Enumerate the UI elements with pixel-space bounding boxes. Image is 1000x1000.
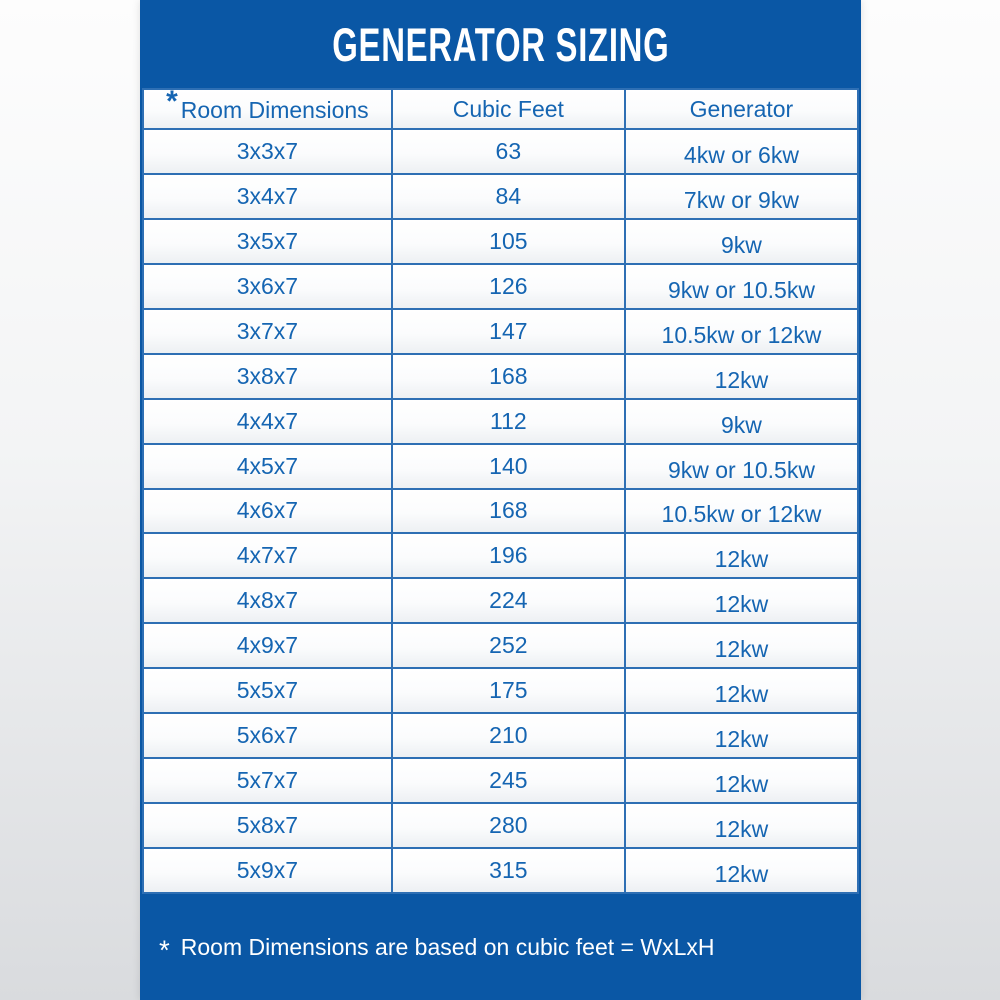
generator-cell: 10.5kw or 12kw [625,489,858,534]
cubic-feet-cell: 245 [392,758,625,803]
table-row [143,444,858,489]
cubic-feet-cell: 147 [392,309,625,354]
page-title: GENERATOR SIZING [331,17,670,71]
room-cell: 3x3x7 [143,129,392,174]
room-cell: 4x7x7 [143,533,392,578]
generator-cell: 12kw [625,668,858,713]
room-cell: 4x6x7 [143,489,392,534]
table-container [142,85,859,894]
table-row [143,264,858,309]
cubic-feet-cell: 224 [392,578,625,623]
table-row [143,489,858,534]
generator-cell: 4kw or 6kw [625,129,858,174]
cubic-feet-cell: 315 [392,848,625,893]
generator-cell: 7kw or 9kw [625,174,858,219]
cubic-feet-cell: 210 [392,713,625,758]
footnote-text: Room Dimensions are based on cubic feet = WxLxH [180,933,715,960]
table-row [143,354,858,399]
generator-cell: 10.5kw or 12kw [625,309,858,354]
header-cubic-feet: Cubic Feet [392,89,625,129]
cubic-feet-cell: 140 [392,444,625,489]
room-cell: 3x5x7 [143,219,392,264]
header-asterisk: * [166,85,178,118]
cubic-feet-cell: 126 [392,264,625,309]
table-row [143,578,858,623]
table-row [143,174,858,219]
room-cell: 3x6x7 [143,264,392,309]
generator-cell: 12kw [625,623,858,668]
table-row [143,129,858,174]
table-header-row [143,89,858,129]
room-cell: 3x8x7 [143,354,392,399]
table-row [143,758,858,803]
table-row [143,848,858,893]
footnote-asterisk: * [159,934,170,966]
generator-cell: 12kw [625,533,858,578]
generator-sizing-table [142,85,859,894]
generator-cell: 12kw [625,713,858,758]
generator-cell: 9kw [625,399,858,444]
cubic-feet-cell: 175 [392,668,625,713]
cubic-feet-cell: 196 [392,533,625,578]
cubic-feet-cell: 252 [392,623,625,668]
generator-cell: 12kw [625,354,858,399]
table-row [143,803,858,848]
room-cell: 5x7x7 [143,758,392,803]
footnote [140,894,861,1000]
generator-sizing-panel [140,0,861,1000]
generator-cell: 9kw or 10.5kw [625,444,858,489]
table-row [143,399,858,444]
cubic-feet-cell: 105 [392,219,625,264]
table-row [143,533,858,578]
cubic-feet-cell: 84 [392,174,625,219]
room-cell: 4x9x7 [143,623,392,668]
generator-cell: 12kw [625,803,858,848]
room-cell: 5x9x7 [143,848,392,893]
room-cell: 4x8x7 [143,578,392,623]
room-cell: 5x8x7 [143,803,392,848]
header-room-label: Room Dimensions [180,97,369,123]
table-row [143,219,858,264]
cubic-feet-cell: 63 [392,129,625,174]
generator-cell: 9kw [625,219,858,264]
cubic-feet-cell: 280 [392,803,625,848]
table-row [143,668,858,713]
table-row [143,623,858,668]
table-row [143,309,858,354]
cubic-feet-cell: 168 [392,354,625,399]
generator-cell: 12kw [625,578,858,623]
room-cell: 3x7x7 [143,309,392,354]
room-cell: 5x6x7 [143,713,392,758]
room-cell: 4x4x7 [143,399,392,444]
cubic-feet-cell: 168 [392,489,625,534]
cubic-feet-cell: 112 [392,399,625,444]
room-cell: 4x5x7 [143,444,392,489]
room-cell: 3x4x7 [143,174,392,219]
generator-cell: 12kw [625,758,858,803]
title-band [140,0,861,88]
header-room-dimensions [143,85,392,129]
generator-cell: 9kw or 10.5kw [625,264,858,309]
header-generator: Generator [625,89,858,129]
generator-cell: 12kw [625,848,858,893]
table-row [143,713,858,758]
room-cell: 5x5x7 [143,668,392,713]
